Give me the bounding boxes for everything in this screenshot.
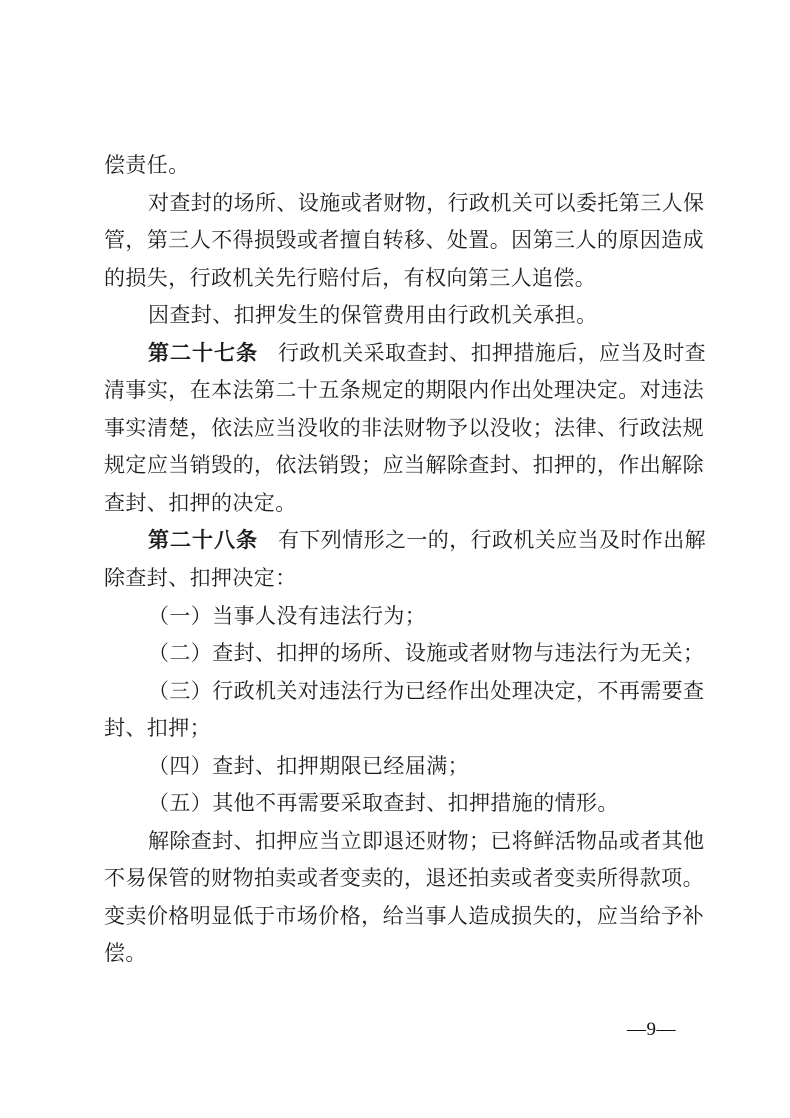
line-text: （五）其他不再需要采取查封、扣押措施的情形。 [148,791,619,816]
article-number: 第二十七条 [148,340,258,365]
line-text: 除查封、扣押决定： [104,566,297,591]
line-text: 的损失，行政机关先行赔付后，有权向第三人追偿。 [104,265,597,290]
text-block [104,147,704,973]
text-line [104,335,704,373]
text-line [104,673,704,711]
text-line [104,447,704,485]
page-number: —9— [627,1019,676,1040]
line-text: 管，第三人不得损毁或者擅自转移、处置。因第三人的原因造成 [104,228,704,253]
text-line [104,297,704,335]
text-line [104,785,704,823]
line-text: 偿。 [104,941,147,966]
text-line [104,635,704,673]
line-text: 对查封的场所、设施或者财物，行政机关可以委托第三人保 [148,190,705,215]
line-text: 事实清楚，依法应当没收的非法财物予以没收；法律、行政法规 [104,415,704,440]
text-line [104,485,704,523]
line-text: （二）查封、扣押的场所、设施或者财物与违法行为无关； [148,641,705,666]
text-line [104,748,704,786]
text-line [104,560,704,598]
text-line [104,147,704,185]
line-text: 有下列情形之一的，行政机关应当及时作出解 [278,528,706,553]
line-text: （一）当事人没有违法行为； [148,603,427,628]
text-line [104,185,704,223]
text-line [104,260,704,298]
text-line [104,860,704,898]
text-line [104,222,704,260]
line-text: 行政机关采取查封、扣押措施后，应当及时查 [278,340,706,365]
line-text: 清事实，在本法第二十五条规定的期限内作出处理决定。对违法 [104,378,704,403]
line-text: 查封、扣押的决定。 [104,490,297,515]
text-line [104,410,704,448]
text-line [104,372,704,410]
line-text: 规定应当销毁的，依法销毁；应当解除查封、扣押的，作出解除 [104,453,704,478]
text-line [104,522,704,560]
text-line [104,598,704,636]
line-text: 变卖价格明显低于市场价格，给当事人造成损失的，应当给予补 [104,903,704,928]
text-line [104,710,704,748]
article-number: 第二十八条 [148,528,258,553]
text-line [104,898,704,936]
line-text: 不易保管的财物拍卖或者变卖的，退还拍卖或者变卖所得款项。 [104,866,704,891]
line-text: 因查封、扣押发生的保管费用由行政机关承担。 [148,303,598,328]
line-text: 封、扣押； [104,716,211,741]
line-text: （三）行政机关对违法行为已经作出处理决定，不再需要查 [148,678,705,703]
text-line [104,935,704,973]
line-text: 偿责任。 [104,153,190,177]
line-text: 解除查封、扣押应当立即退还财物；已将鲜活物品或者其他 [148,828,705,853]
line-text: （四）查封、扣押期限已经届满； [148,753,469,778]
text-line [104,823,704,861]
